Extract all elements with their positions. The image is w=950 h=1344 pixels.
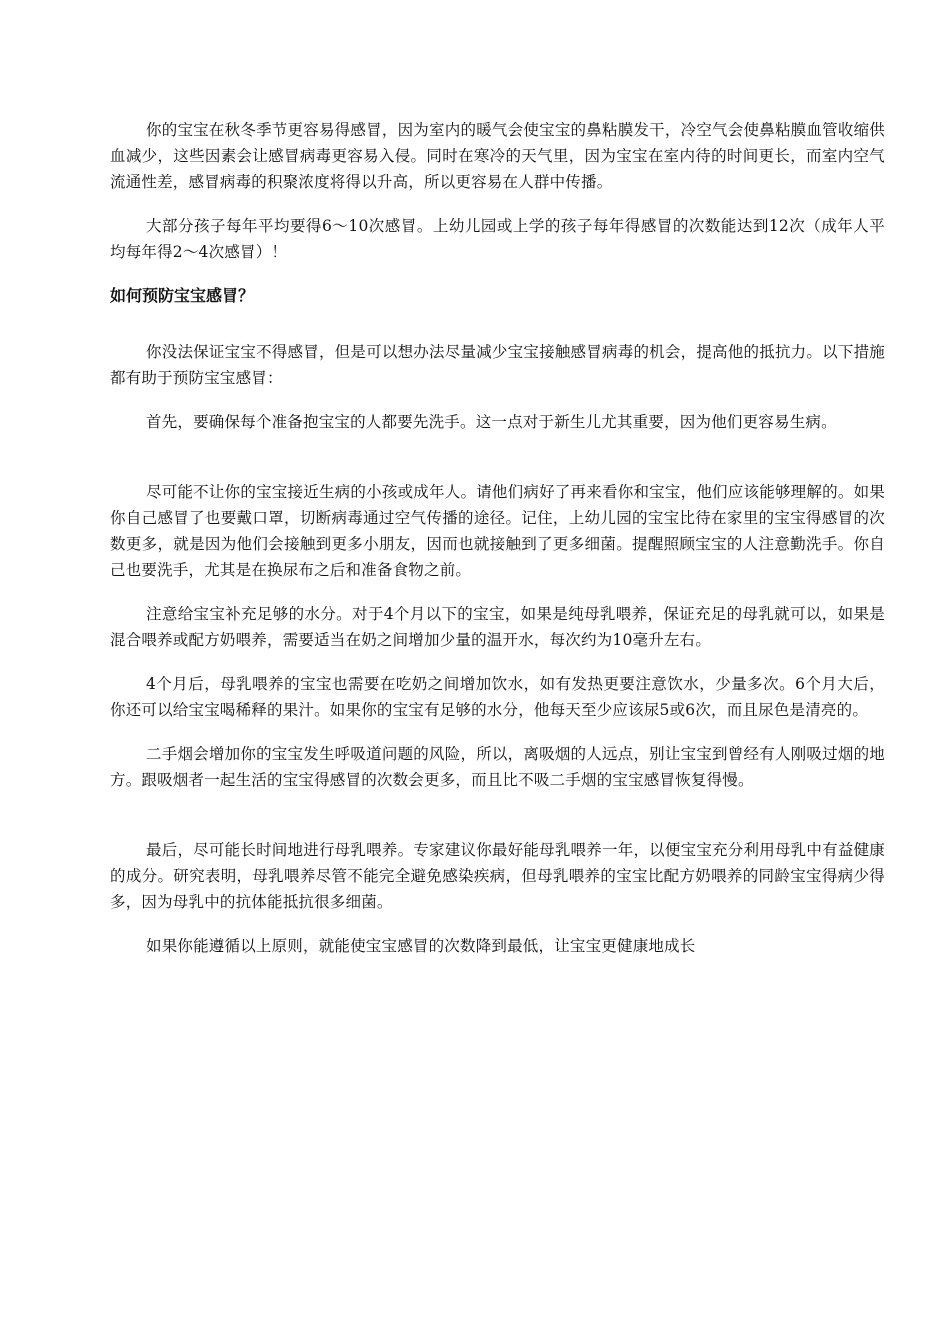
body-paragraph-4: 注意给宝宝补充足够的水分。对于4个月以下的宝宝，如果是纯母乳喂养，保证充足的母乳就可以，如果是混合喂养或配方奶喂养，需要适当在奶之间增加少量的温开水，每次约为10毫升左右。 — [110, 605, 885, 649]
body-paragraph-1: 你没法保证宝宝不得感冒，但是可以想办法尽量减少宝宝接触感冒病毒的机会，提高他的抵抗力。以下措施都有助于预防宝宝感冒： — [110, 343, 885, 387]
body-paragraph-7: 最后，尽可能长时间地进行母乳喂养。专家建议你最好能母乳喂养一年，以便宝宝充分利用母乳中有益健康的成分。研究表明，母乳喂养尽管不能完全避免感染疾病，但母乳喂养的宝宝比配方奶喂养的同龄宝宝得病少得多，因为母乳中的抗体能抵抗很多细菌。 — [110, 841, 885, 911]
intro-paragraph-2: 大部分孩子每年平均要得6～10次感冒。上幼儿园或上学的孩子每年得感冒的次数能达到12次（成年人平均每年得2～4次感冒）！ — [110, 217, 885, 261]
closing-paragraph: 如果你能遵循以上原则，就能使宝宝感冒的次数降到最低，让宝宝更健康地成长 — [146, 937, 696, 955]
body-paragraph-2: 首先，要确保每个准备抱宝宝的人都要先洗手。这一点对于新生儿尤其重要，因为他们更容易生病。 — [146, 413, 837, 431]
document-page — [110, 117, 885, 959]
intro-paragraph-1: 你的宝宝在秋冬季节更容易得感冒，因为室内的暖气会使宝宝的鼻粘膜发干，冷空气会使鼻粘膜血管收缩供血减少，这些因素会让感冒病毒更容易入侵。同时在寒冷的天气里，因为宝宝在室内待的时间更长，而室内空气流通性差，感冒病毒的积聚浓度将得以升高，所以更容易在人群中传播。 — [110, 121, 885, 191]
body-paragraph-3: 尽可能不让你的宝宝接近生病的小孩或成年人。请他们病好了再来看你和宝宝，他们应该能够理解的。如果你自己感冒了也要戴口罩，切断病毒通过空气传播的途径。记住，上幼儿园的宝宝比待在家里的宝宝得感冒的次数更多，就是因为他们会接触到更多小朋友，因而也就接触到了更多细菌。提醒照顾宝宝的人注意勤洗手。你自己也要洗手，尤其是在换尿布之后和准备食物之前。 — [110, 483, 885, 579]
body-paragraph-5: 4个月后，母乳喂养的宝宝也需要在吃奶之间增加饮水，如有发热更要注意饮水，少量多次。6个月大后，你还可以给宝宝喝稀释的果汁。如果你的宝宝有足够的水分，他每天至少应该尿5或6次，而且尿色是清亮的。 — [110, 675, 885, 719]
section-heading: 如何预防宝宝感冒？ — [110, 286, 255, 305]
body-paragraph-6: 二手烟会增加你的宝宝发生呼吸道问题的风险，所以，离吸烟的人远点，别让宝宝到曾经有人刚吸过烟的地方。跟吸烟者一起生活的宝宝得感冒的次数会更多，而且比不吸二手烟的宝宝感冒恢复得慢。 — [110, 745, 885, 789]
